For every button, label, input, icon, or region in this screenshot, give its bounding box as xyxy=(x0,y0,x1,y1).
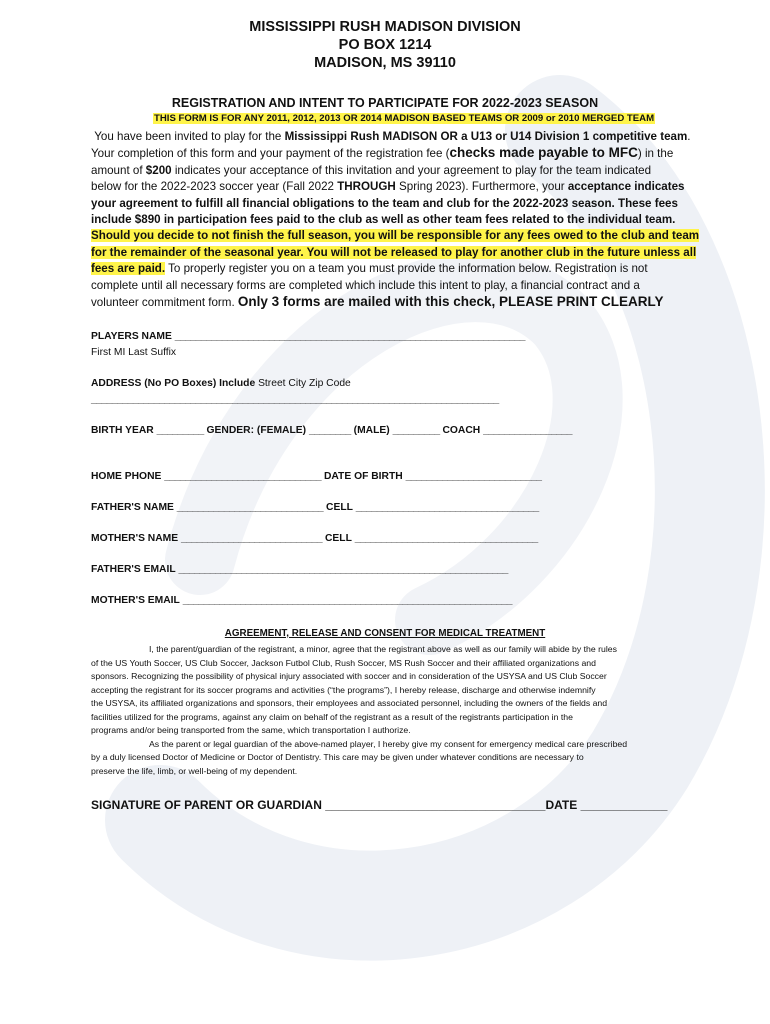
birth-gender-coach-row xyxy=(91,425,572,436)
gender-label: GENDER: (FEMALE) xyxy=(206,425,307,436)
intro-line: below for the 2022-2023 soccer year (Fall 2022 THROUGH Spring 2023). Furthermore, your acceptance indicates xyxy=(91,180,685,194)
date-field[interactable]: _____________ xyxy=(580,798,668,812)
date-label: DATE xyxy=(545,798,578,812)
agreement-line: programs and/or being transported from the same, which transportation I authorize. xyxy=(91,725,411,735)
intro-line-highlight: for the remainder of the seasonal year. You will not be released to play for another club in the future unless all xyxy=(91,245,697,259)
agreement-line: As the parent or legal guardian of the above-named player, I hereby give my consent for emergency medical care prescribed xyxy=(149,738,628,749)
agreement-line: by a duly licensed Doctor of Medicine or Doctor of Dentistry. This care may be given under whatever conditions are necessary to xyxy=(91,752,584,762)
agreement-line: facilities utilized for the programs, against any claim on behalf of the registrant as a result of the registrants participation in the xyxy=(91,711,573,722)
city-line: MADISON, MS 39110 xyxy=(314,55,456,71)
mother-email-field[interactable]: _______________________________________________________________ xyxy=(182,595,512,606)
players-name-field[interactable]: PLAYERS NAME ___________________________________________________________________ xyxy=(91,331,525,342)
agreement-line: accepting the registrant for its soccer programs and activities (“the programs”), I hereby release, discharge and otherwise indemnify xyxy=(91,684,596,695)
players-name-hint: First MI Last Suffix xyxy=(91,347,177,358)
address-label: ADDRESS (No PO Boxes) Include Street City Zip Code xyxy=(91,378,351,389)
intro-line: your agreement to fulfill all financial obligations to the team and club for the 2022-2023 season. These fees xyxy=(91,196,678,210)
intro-line: volunteer commitment form. Only 3 forms are mailed with this check, PLEASE PRINT CLEARLY xyxy=(91,294,664,310)
male-label: (MALE) xyxy=(353,425,390,436)
intro-line: amount of $200 indicates your acceptance of this invitation and your agreement to play for the team indicated xyxy=(91,163,652,177)
agreement-line: of the US Youth Soccer, US Club Soccer, Jackson Futbol Club, Rush Soccer, MS Rush Soccer and their affiliated organizations and xyxy=(91,657,596,668)
father-cell-label: CELL xyxy=(326,502,353,513)
home-phone-label: HOME PHONE xyxy=(91,471,162,482)
signature-field[interactable]: _________________________________ xyxy=(325,798,546,812)
intro-line: complete until all necessary forms are completed which include this intent to play, a financial contract and a xyxy=(91,278,640,292)
intro-paragraph xyxy=(91,129,700,311)
intro-line: You have been invited to play for the Mississippi Rush MADISON OR a U13 or U14 Division 1 competitive team. xyxy=(94,130,691,143)
agreement-line: I, the parent/guardian of the registrant, a minor, agree that the registrant above as well as our family will abide by the rules xyxy=(149,644,617,654)
dob-label: DATE OF BIRTH xyxy=(323,471,403,482)
mother-cell-label: CELL xyxy=(325,533,352,544)
signature-row xyxy=(91,798,667,812)
dob-field[interactable]: __________________________ xyxy=(405,471,542,482)
father-name-field[interactable]: ____________________________ xyxy=(176,502,324,513)
intro-line: include $890 in participation fees paid to the club as well as other team fees related to the individual team. xyxy=(91,213,676,227)
phone-dob-row xyxy=(91,471,541,482)
agreement-heading: AGREEMENT, RELEASE AND CONSENT FOR MEDICAL TREATMENT xyxy=(224,628,546,639)
org-name: MISSISSIPPI RUSH MADISON DIVISION xyxy=(249,19,521,35)
mother-email-row xyxy=(91,595,512,606)
father-cell-field[interactable]: ___________________________________ xyxy=(355,502,539,513)
mother-name-label: MOTHER'S NAME xyxy=(91,533,179,544)
po-box: PO BOX 1214 xyxy=(338,37,432,53)
eligibility-banner: THIS FORM IS FOR ANY 2011, 2012, 2013 OR 2014 MADISON BASED TEAMS OR 2009 or 2010 MERGED TEAM xyxy=(154,113,655,124)
coach-field[interactable]: _________________ xyxy=(483,425,572,436)
father-email-label: FATHER'S EMAIL xyxy=(91,564,176,575)
intro-line: fees are paid. To properly register you on a team you must provide the information below. Registration is not xyxy=(91,262,648,276)
mother-cell-field[interactable]: ___________________________________ xyxy=(354,533,538,544)
home-phone-field[interactable]: ______________________________ xyxy=(164,471,322,482)
birth-year-field[interactable]: _________ xyxy=(156,425,204,436)
intro-line: Your completion of this form and your payment of the registration fee (checks made payable to MFC) in the xyxy=(91,145,674,161)
signature-label: SIGNATURE OF PARENT OR GUARDIAN xyxy=(91,798,322,812)
mother-row xyxy=(91,533,538,544)
birth-year-label: BIRTH YEAR xyxy=(91,425,154,436)
father-email-row xyxy=(91,564,508,575)
father-name-label: FATHER'S NAME xyxy=(91,502,174,513)
agreement-line: the USYSA, its affiliated organizations and sponsors, their employees and associated personnel, including the owners of the fields and xyxy=(91,698,608,708)
address-field[interactable]: ______________________________________________________________________________ xyxy=(91,394,499,405)
mother-email-label: MOTHER'S EMAIL xyxy=(91,595,180,606)
agreement-line: preserve the life, limb, or well-being of my dependent. xyxy=(91,765,298,776)
male-field[interactable]: _________ xyxy=(392,425,440,436)
father-row xyxy=(91,502,539,513)
agreement-text xyxy=(91,643,681,778)
father-email-field[interactable]: _______________________________________________________________ xyxy=(178,564,508,575)
intro-line-highlight: Should you decide to not finish the full season, you will be responsible for any fees owed to the club and team xyxy=(91,229,700,243)
form-title: REGISTRATION AND INTENT TO PARTICIPATE FOR 2022-2023 SEASON xyxy=(171,96,599,110)
agreement-line: sponsors. Recognizing the possibility of physical injury associated with soccer and in consideration of the USYSA and US Club Soccer xyxy=(91,671,607,681)
mother-name-field[interactable]: ___________________________ xyxy=(181,533,323,544)
female-field[interactable]: ________ xyxy=(308,425,351,436)
coach-label: COACH xyxy=(442,425,481,436)
